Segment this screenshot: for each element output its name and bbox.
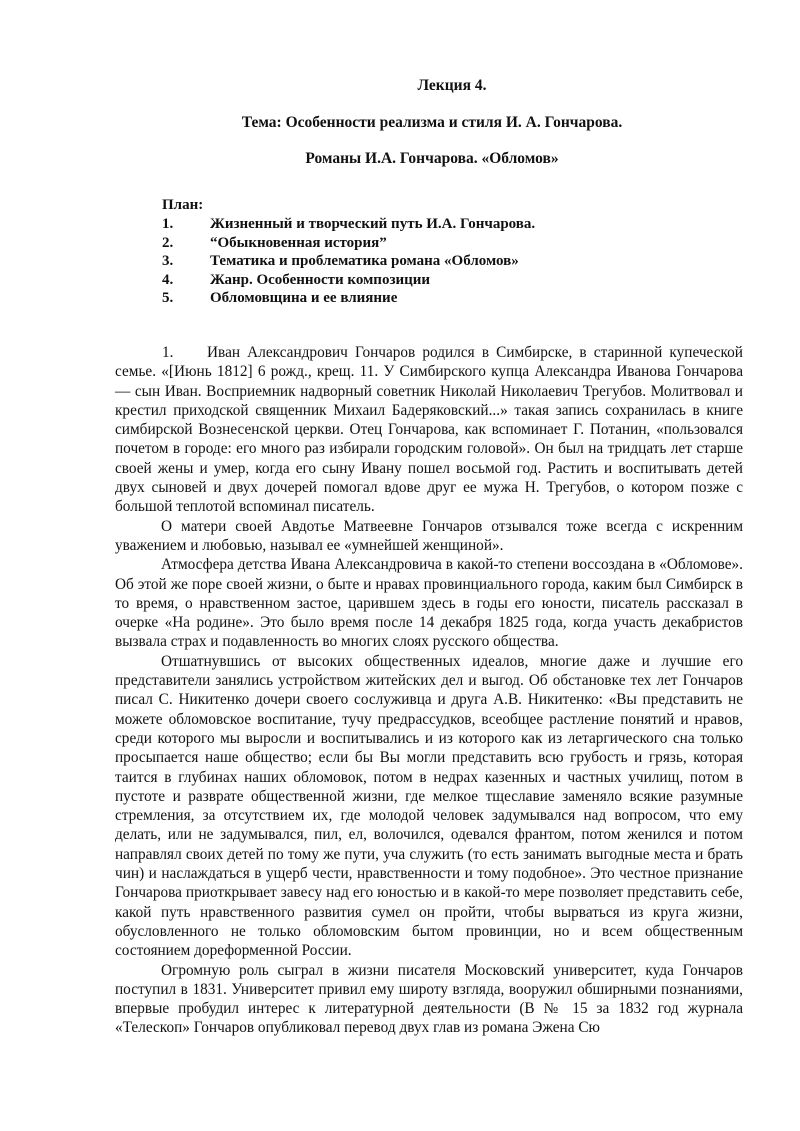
plan-item: [162, 215, 535, 234]
plan-item: [162, 252, 535, 271]
lecture-plan: [162, 196, 535, 308]
lecture-body: [115, 343, 743, 1038]
plan-item-text: Жизненный и творческий путь И.А. Гончарова.: [210, 216, 536, 232]
plan-heading: План:: [162, 197, 204, 213]
plan-item-text: Тематика и проблематика романа «Обломов»: [210, 253, 519, 270]
plan-item-text: Жанр. Особенности композиции: [210, 271, 431, 288]
plan-list: [162, 215, 535, 308]
lecture-subtopic: Романы И.А. Гончарова. «Обломов»: [305, 150, 559, 167]
body-paragraph-3: Атмосфера детства Ивана Александровича в какой-то степени воссоздана в «Обломове». Об этой же поре своей жизни, о быте и нравах провинциального города, каким был Симбирск в то время, о нравственном застое, царившем здесь в годы его юности, писатель рассказал в очерке «На родине». Это было время после 14 декабря 1825 года, когда участь декабристов вызвала страх и подавленность во многих слоях русского общества.: [115, 556, 743, 651]
plan-item-number: 2.: [162, 234, 174, 251]
plan-item-number: 1.: [162, 216, 174, 232]
body-paragraph-4: Отшатнувшись от высоких общественных идеалов, многие даже и лучшие его представители занялись устройством житейских дел и выгод. Об обстановке тех лет Гончаров писал С. Никитенко дочери своего сослуживца и друга А.В. Никитенко: «Вы представить не можете обломовское воспитание, тучу предрассудков, всеобщее растление понятий и нравов, среди которого мы выросли и воспитывались и из которого как из летаргического сна только просыпается наше общество; если бы Вы могли представить всю грубость и грязь, которая таится в глубинах наших обломовок, потом в недрах казенных и частных училищ, потом в пустоте и разврате общественной жизни, где мелкое тщеславие заменяло всякие разумные стремления, за отсутствием их, где молодой человек задумывался над вопросом, что ему делать, или не задумывался, пил, ел, волочился, одевался франтом, потом женился и потом направлял своих детей по тому же пути, уча служить (то есть занимать выгодные места и брать чин) и наслаждаться в ущерб чести, нравственности и тому подобное». Это честное признание Гончарова приоткрывает завесу над его юностью и в какой-то мере позволяет представить себе, какой путь нравственного развития сумел он пройти, чтобы вырваться из круга жизни, обусловленного не только обломовским бытом провинции, но и всем общественным состоянием дореформенной России.: [115, 652, 743, 960]
body-paragraph-5: Огромную роль сыграл в жизни писателя Московский университет, куда Гончаров поступил в 1831. Университет привил ему широту взгляда, вооружил обширными познаниями, впервые пробудил интерес к литературной деятельности (В № 15 за 1832 год журнала «Телескоп» Гончаров опубликовал перевод двух глав из романа Эжена Сю: [115, 961, 743, 1037]
plan-item: [162, 234, 535, 253]
plan-item-number: 3.: [162, 253, 174, 270]
plan-item: [162, 289, 535, 308]
paragraph-text: Иван Александрович Гончаров родился в Симбирске, в старинной купеческой семье. «[Июнь 1812] 6 рожд., крещ. 11. У Симбирского купца Александра Иванова Гончарова — сын Иван. Восприемник надворный советник Николай Николаевич Трегубов. Молитвовал и крестил приходской священник Михаил Бадеряковский...» такая запись сохранилась в книге симбирской Вознесенской церкви. Отец Гончарова, как вспоминает Г. Потанин, «пользовался почетом в городе: его много раз избирали городским головой». Он был на тридцать лет старше своей жены и умер, когда его сыну Ивану пошел восьмой год. Растить и воспитывать детей двух сыновей и двух дочерей помогал вдове друг ее мужа Н. Трегубов, о котором позже с большой теплотой вспоминал писатель.: [115, 344, 743, 516]
lecture-title: Лекция 4.: [417, 77, 487, 94]
lecture-topic: Тема: Особенности реализма и стиля И. А. Гончарова.: [241, 114, 623, 131]
paragraph-number: 1.: [162, 344, 174, 361]
body-paragraph-2: О матери своей Авдотье Матвеевне Гончаров отзывался тоже всегда с искренним уважением и любовью, называл ее «умнейшей женщиной».: [115, 517, 743, 554]
plan-item-text: “Обыкновенная история”: [210, 234, 387, 251]
plan-item-number: 4.: [162, 271, 174, 288]
plan-item: [162, 271, 535, 290]
plan-item-number: 5.: [162, 290, 174, 307]
body-paragraph-1: [115, 343, 743, 517]
plan-item-text: Обломовщина и ее влияние: [210, 290, 398, 307]
